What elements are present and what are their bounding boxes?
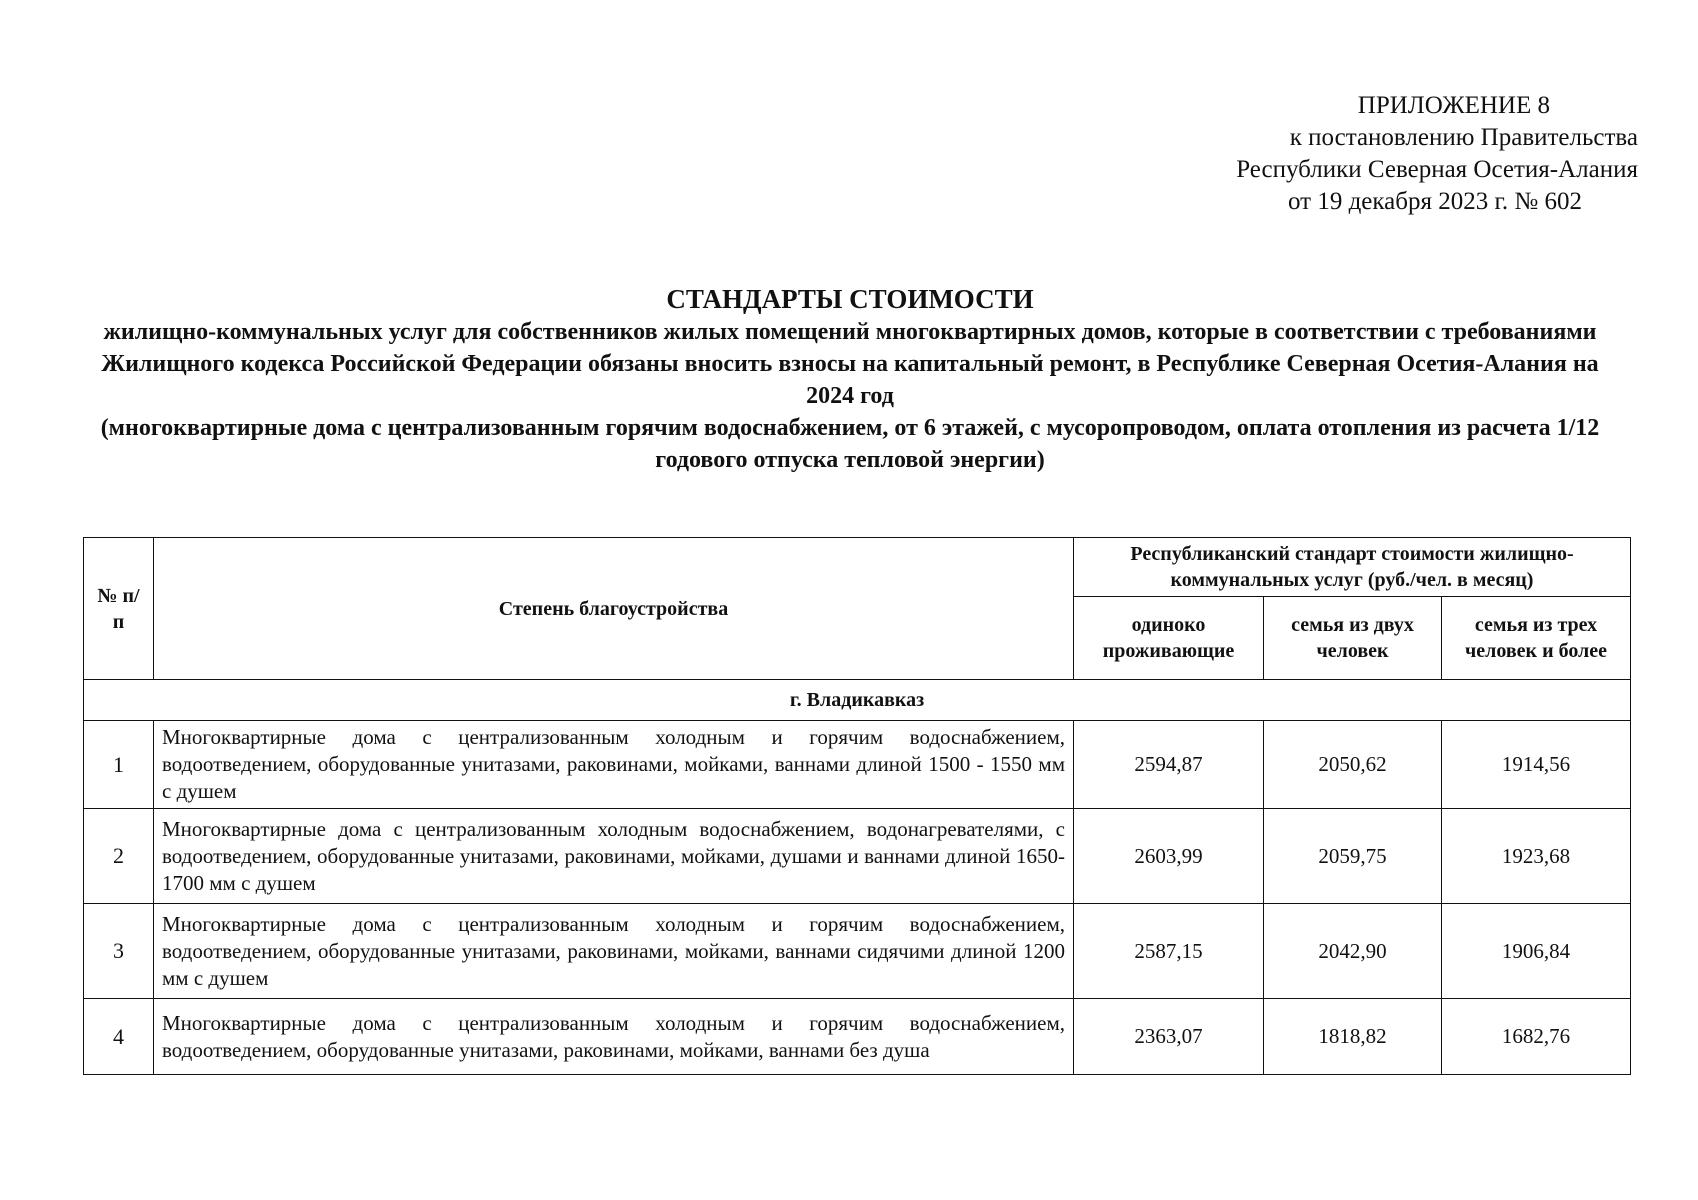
value-three: 1914,56 [1442, 721, 1631, 809]
table-row [84, 721, 1631, 809]
annex-government-line: Республики Северная Осетия-Алания [1236, 156, 1638, 183]
row-number: 3 [84, 904, 154, 999]
table-row [84, 809, 1631, 904]
table-row [84, 904, 1631, 999]
row-description: Многоквартирные дома с централизованным холодным водоснабжением, водонагревателями, с водоотведением, оборудованные унитазами, раковинами, мойками, душами и ваннами длиной 1650-1700 мм с душем [154, 809, 1074, 904]
table-row [84, 999, 1631, 1075]
region-name: г. Владикавказ [84, 680, 1631, 721]
header-three: семья из трех человек и более [1442, 597, 1631, 680]
document-description: жилищно-коммунальных услуг для собственников жилых помещений многоквартирных домов, которые в соответствии с требованиями Жилищного кодекса Российской Федерации обязаны вносить взносы на капитальный ремонт, в Республике Северная Осетия-Алания на 2024 год [101, 319, 1599, 409]
header-standard: Республиканский стандарт стоимости жилищно-коммунальных услуг (руб./чел. в месяц) [1074, 538, 1631, 597]
header-degree: Степень благоустройства [154, 538, 1074, 680]
value-two: 1818,82 [1264, 999, 1442, 1075]
value-single: 2363,07 [1074, 999, 1264, 1075]
value-single: 2587,15 [1074, 904, 1264, 999]
row-number: 2 [84, 809, 154, 904]
annex-block [938, 90, 1638, 218]
row-description: Многоквартирные дома с централизованным холодным и горячим водоснабжением, водоотведением, оборудованные унитазами, раковинами, мойками, ваннами без душа [154, 999, 1074, 1075]
header-single: одиноко проживающие [1074, 597, 1264, 680]
region-row [84, 680, 1631, 721]
annex-resolution-line: к постановлению Правительства [1289, 124, 1638, 151]
value-three: 1682,76 [1442, 999, 1631, 1075]
header-row-1 [84, 538, 1631, 597]
value-three: 1906,84 [1442, 904, 1631, 999]
header-num: № п/п [84, 538, 154, 680]
value-single: 2594,87 [1074, 721, 1264, 809]
value-two: 2059,75 [1264, 809, 1442, 904]
annex-title: ПРИЛОЖЕНИЕ 8 [1357, 92, 1550, 119]
value-three: 1923,68 [1442, 809, 1631, 904]
row-description: Многоквартирные дома с централизованным холодным и горячим водоснабжением, водоотведением, оборудованные унитазами, раковинами, мойками, ваннами сидячими длиной 1200 мм с душем [154, 904, 1074, 999]
value-two: 2050,62 [1264, 721, 1442, 809]
row-description: Многоквартирные дома с централизованным холодным и горячим водоснабжением, водоотведением, оборудованные унитазами, раковинами, мойками, ваннами длиной 1500 - 1550 мм с душем [154, 721, 1074, 809]
document-title: СТАНДАРТЫ СТОИМОСТИ [666, 284, 1034, 314]
value-single: 2603,99 [1074, 809, 1264, 904]
header-two: семья из двух человек [1264, 597, 1442, 680]
value-two: 2042,90 [1264, 904, 1442, 999]
standards-table [83, 537, 1631, 1075]
row-number: 1 [84, 721, 154, 809]
annex-date-line: от 19 декабря 2023 г. № 602 [1287, 188, 1582, 215]
document-parenthetical: (многоквартирные дома с централизованным горячим водоснабжением, от 6 этажей, с мусоропроводом, оплата отопления из расчета 1/12 годового отпуска тепловой энергии) [100, 415, 1600, 473]
document-heading [100, 282, 1600, 476]
row-number: 4 [84, 999, 154, 1075]
